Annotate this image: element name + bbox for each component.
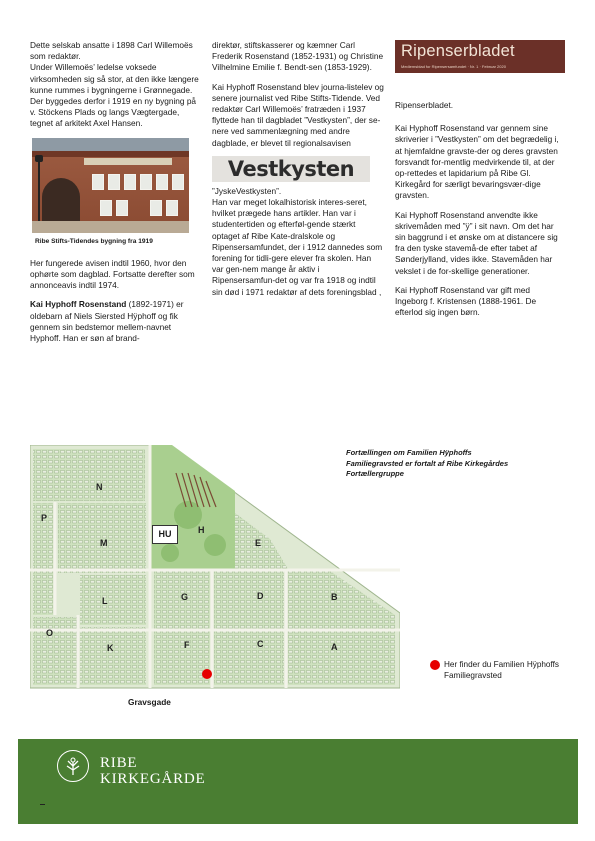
text-column-1 [30,40,200,352]
zone-label-p: P [41,513,48,523]
zone-label-f: F [184,640,190,650]
paragraph [30,299,200,344]
logo-title: Ripenserbladet [401,42,515,60]
ripenserbladet-logo [395,40,565,73]
paragraph: Ripenserbladet. [395,100,454,110]
zone-label-g: G [181,592,189,602]
paragraph-text: Under Willemoës’ ledelse voksede virksomheden sig så stor, at den ikke længere kunne rummes i bygningerne i Grønnegade. Der byggedes derfor i 1919 en ny bygning på v. Stöckens Plads og langs Vægtergade, tegnet af arkitekt Axel Hansen. [30,62,199,129]
text-column-2 [212,40,384,306]
zone-label-d: D [257,591,264,601]
legend-text: Her finder du Familien Hÿphoffs Familiegravsted [444,660,559,680]
zone-label-e: E [255,538,262,548]
cemetery-map-drawing [30,445,400,690]
zone-label-hu: HU [152,525,178,544]
building-sign [84,158,172,165]
paragraph: Kai Hyphoff Rosenstand var gift med Ingeborg f. Kristensen (1888-1961. De efterlod sig ingen børn. [395,284,537,318]
building-photo [32,138,189,233]
paragraph-text: Han var meget lokalhistorisk interes-seret, hvilket prægede hans artikler. Han var i studentertiden og efterføl-gende stærkt optaget af Ribe Kate-dralskole og Ripensersamfundet, der i 1912 dannedes som forening for tidli-gere elever fra skolen. Han var gen-nem mange år aktiv i Ripensersamfun-det og var fra 1918 og indtil sin død i 1971 redaktør af dets foreningsblad , [212,197,383,297]
paragraph [212,186,384,298]
grave-location-marker [202,669,212,679]
paragraph-text: (1892-1971) er oldebarn af Niels Siersted Hÿphoff og fik gennem sin bedstemor mellem-navnet Hyphoff. Han er søn af brand- [30,299,184,344]
zone-label-a: A [331,642,338,652]
zone-label-b: B [331,592,338,602]
tree-logo-icon [57,750,89,782]
zone-label-c: C [257,639,264,649]
person-name: Kai Hyphoff Rosenstand [30,299,127,310]
paragraph: Her fungerede avisen indtil 1960, hvor den ophørte som dagblad. Fortsatte derefter som annonceavis indtil 1974. [30,257,195,291]
paragraph-text: ”JyskeVestkysten”. [212,185,282,196]
story-credit: Fortællingen om Familien Hÿphoffs Familiegravsted er fortalt af Ribe Kirkegårdes Fortællergruppe [346,448,509,478]
vestkysten-logo: Vestkysten [212,156,370,182]
footer-dash [40,804,45,805]
paragraph-text: Dette selskab ansatte i 1898 Carl Willemoës som redaktør. [30,40,193,62]
zone-label-o: O [46,628,54,638]
photo-caption: Ribe Stifts-Tidendes bygning fra 1919 [35,237,153,245]
zone-label-m: M [100,538,108,548]
paragraph: Kai Hyphoff Rosenstand var gennem sine skriverier i ”Vestkysten” om det begrædelig i, at hjemfaldne gravste-der og deres gravsten forsvandt for-mentlig medvirkende til, at der op-rettedes et lapidarium på Ribe Gl. Kirkegård for særligt bevaringsvær-dige gravsten. [395,123,559,201]
zone-label-h: H [198,525,205,535]
red-dot-icon [430,660,440,670]
paragraph: direktør, stiftskasserer og kæmner Carl Frederik Rosenstand (1852-1931) og Christine Vilhelmine Emilie f. Bendt-sen (1853-1929). [212,40,384,73]
street-label: Gravsgade [128,697,171,707]
text-column-3 [395,100,565,326]
zone-label-l: L [102,596,108,606]
map-legend [430,660,574,681]
zone-label-k: K [107,643,114,653]
paragraph: Kai Hyphoff Rosenstand anvendte ikke skrivemåden med ”ÿ” i sit navn. Om det har sin baggrund i et ønske om at distancere sig fra den tyske stavemå-de efter tabet af Sønderjylland, vides ikke. Stavemåden har vekslet i de for-skellige generationer. [395,209,558,276]
footer-org-name [100,755,206,787]
footer-line-2: KIRKEGÅRDE [100,771,206,787]
paragraph: Kai Hyphoff Rosenstand blev journa-listelev og senere journalist ved Ribe Stifts-Tidende. Ved redaktør Carl Willemoës’ fratræden i 1937 flyttede han til dagbladet ”Vestkysten”, der se-nere ved sammenlægning med andre dagblade, er blevet til regionalsavisen [212,81,384,148]
footer-banner [18,739,578,824]
zone-label-n: N [96,482,103,492]
footer-line-1: RIBE [100,755,138,771]
logo-subtitle: Medlemsblad for Ripensersamfundet · Nr. 1 · Februar 2020 [401,64,506,69]
paragraph [30,40,200,130]
cemetery-map [30,445,400,690]
